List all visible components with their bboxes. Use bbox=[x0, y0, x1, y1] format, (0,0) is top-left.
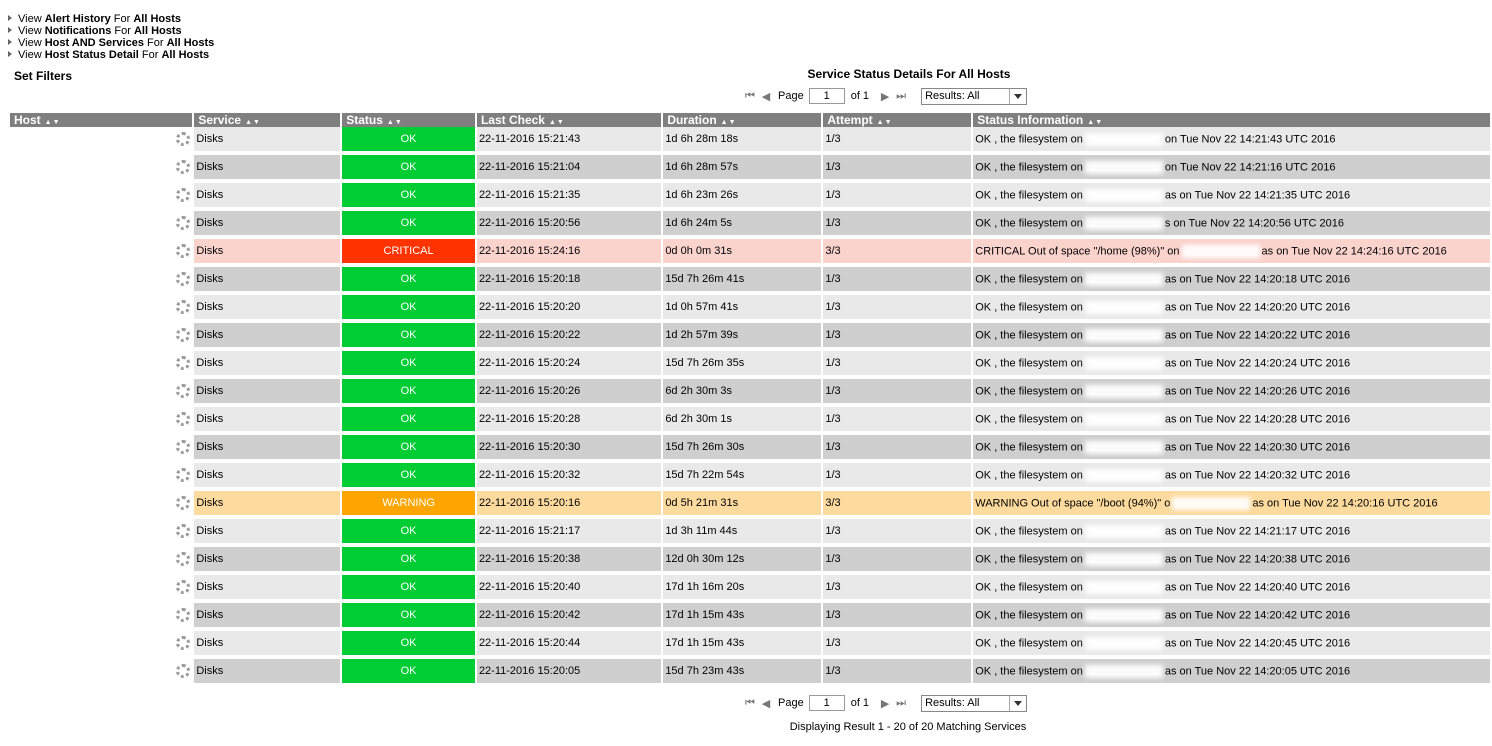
attempt-cell: 1/3 bbox=[823, 519, 971, 547]
redacted-host bbox=[10, 186, 170, 204]
last-check-cell: 22-11-2016 15:20:44 bbox=[477, 631, 661, 659]
table-row bbox=[10, 519, 1490, 547]
redacted-host bbox=[10, 494, 170, 512]
status-info-cell: OK , the filesystem on on Tue Nov 22 14:21:16 UTC 2016 bbox=[973, 155, 1490, 183]
service-cell[interactable]: Disks bbox=[194, 463, 340, 491]
host-cell[interactable] bbox=[10, 659, 192, 687]
chevron-down-icon bbox=[1009, 89, 1026, 104]
redacted-text bbox=[1172, 497, 1250, 510]
host-cell[interactable] bbox=[10, 407, 192, 435]
chevron-down-icon bbox=[1009, 696, 1026, 711]
gear-icon[interactable] bbox=[176, 384, 190, 398]
service-status-table bbox=[8, 113, 1492, 687]
table-row bbox=[10, 659, 1490, 687]
attempt-cell: 1/3 bbox=[823, 127, 971, 155]
link-alert-history[interactable]: View Alert History For All Hosts bbox=[8, 13, 214, 25]
host-cell[interactable] bbox=[10, 435, 192, 463]
host-cell[interactable] bbox=[10, 491, 192, 519]
gear-icon[interactable] bbox=[176, 132, 190, 146]
service-cell[interactable]: Disks bbox=[194, 183, 340, 211]
attempt-cell: 1/3 bbox=[823, 603, 971, 631]
redacted-text bbox=[1085, 525, 1163, 538]
host-cell[interactable] bbox=[10, 267, 192, 295]
status-info-cell: OK , the filesystem on as on Tue Nov 22 14:20:20 UTC 2016 bbox=[973, 295, 1490, 323]
attempt-cell: 1/3 bbox=[823, 155, 971, 183]
service-cell[interactable]: Disks bbox=[194, 351, 340, 379]
last-check-cell: 22-11-2016 15:20:26 bbox=[477, 379, 661, 407]
table-row bbox=[10, 491, 1490, 519]
status-badge: OK bbox=[342, 435, 475, 463]
last-check-cell: 22-11-2016 15:20:05 bbox=[477, 659, 661, 687]
host-cell[interactable] bbox=[10, 211, 192, 239]
table-row bbox=[10, 407, 1490, 435]
last-check-cell: 22-11-2016 15:20:42 bbox=[477, 603, 661, 631]
table-row bbox=[10, 323, 1490, 351]
duration-cell: 15d 7h 23m 43s bbox=[663, 659, 821, 687]
service-cell[interactable]: Disks bbox=[194, 211, 340, 239]
last-page-icon[interactable]: ⏭ bbox=[896, 89, 907, 102]
status-badge: CRITICAL bbox=[342, 239, 475, 267]
service-cell[interactable]: Disks bbox=[194, 239, 340, 267]
host-cell[interactable] bbox=[10, 575, 192, 603]
duration-cell: 1d 6h 23m 26s bbox=[663, 183, 821, 211]
sort-arrows-icon[interactable]: ▲▼ bbox=[548, 119, 565, 126]
redacted-text bbox=[1085, 441, 1163, 454]
service-cell[interactable]: Disks bbox=[194, 127, 340, 155]
table-row bbox=[10, 379, 1490, 407]
status-info-cell: OK , the filesystem on as on Tue Nov 22 14:21:35 UTC 2016 bbox=[973, 183, 1490, 211]
last-check-cell: 22-11-2016 15:20:28 bbox=[477, 407, 661, 435]
service-cell[interactable]: Disks bbox=[194, 631, 340, 659]
host-cell[interactable] bbox=[10, 127, 192, 155]
status-info-cell: OK , the filesystem on as on Tue Nov 22 14:20:18 UTC 2016 bbox=[973, 267, 1490, 295]
last-check-cell: 22-11-2016 15:20:22 bbox=[477, 323, 661, 351]
status-info-cell: OK , the filesystem on as on Tue Nov 22 14:20:38 UTC 2016 bbox=[973, 547, 1490, 575]
redacted-text bbox=[1085, 413, 1163, 426]
sort-arrows-icon[interactable]: ▲▼ bbox=[720, 119, 737, 126]
redacted-text bbox=[1085, 161, 1163, 174]
service-cell[interactable]: Disks bbox=[194, 379, 340, 407]
host-cell[interactable] bbox=[10, 183, 192, 211]
table-row bbox=[10, 127, 1490, 155]
prev-page-icon[interactable]: ◀ bbox=[761, 697, 771, 710]
gear-icon[interactable] bbox=[176, 468, 190, 482]
attempt-cell: 1/3 bbox=[823, 267, 971, 295]
host-cell[interactable] bbox=[10, 379, 192, 407]
status-badge: OK bbox=[342, 267, 475, 295]
duration-cell: 6d 2h 30m 3s bbox=[663, 379, 821, 407]
last-check-cell: 22-11-2016 15:24:16 bbox=[477, 239, 661, 267]
next-page-icon[interactable]: ▶ bbox=[880, 697, 890, 710]
redacted-text bbox=[1085, 301, 1163, 314]
status-info-cell: OK , the filesystem on as on Tue Nov 22 14:20:24 UTC 2016 bbox=[973, 351, 1490, 379]
gear-icon[interactable] bbox=[176, 580, 190, 594]
redacted-host bbox=[10, 522, 170, 540]
attempt-cell: 1/3 bbox=[823, 323, 971, 351]
redacted-host bbox=[10, 270, 170, 288]
redacted-host bbox=[10, 214, 170, 232]
duration-cell: 15d 7h 22m 54s bbox=[663, 463, 821, 491]
redacted-text bbox=[1085, 133, 1163, 146]
sort-arrows-icon[interactable]: ▲▼ bbox=[386, 119, 403, 126]
gear-icon[interactable] bbox=[176, 440, 190, 454]
table-row bbox=[10, 211, 1490, 239]
service-cell[interactable]: Disks bbox=[194, 155, 340, 183]
sort-arrows-icon[interactable]: ▲▼ bbox=[1087, 119, 1104, 126]
page-label: Page bbox=[778, 90, 804, 102]
gear-icon[interactable] bbox=[176, 636, 190, 650]
status-info-cell: OK , the filesystem on as on Tue Nov 22 14:20:26 UTC 2016 bbox=[973, 379, 1490, 407]
link-notifications[interactable]: View Notifications For All Hosts bbox=[8, 25, 214, 37]
redacted-text bbox=[1085, 637, 1163, 650]
attempt-cell: 1/3 bbox=[823, 211, 971, 239]
results-select[interactable]: Results: All bbox=[921, 695, 1027, 712]
prev-page-icon[interactable]: ◀ bbox=[761, 90, 771, 103]
status-badge: OK bbox=[342, 351, 475, 379]
sort-arrows-icon[interactable]: ▲▼ bbox=[876, 119, 893, 126]
status-badge: OK bbox=[342, 295, 475, 323]
status-badge: OK bbox=[342, 155, 475, 183]
page-label: Page bbox=[778, 697, 804, 709]
attempt-cell: 1/3 bbox=[823, 463, 971, 491]
redacted-host bbox=[10, 550, 170, 568]
attempt-cell: 1/3 bbox=[823, 183, 971, 211]
redacted-host bbox=[10, 298, 170, 316]
redacted-text bbox=[1085, 581, 1163, 594]
column-header-service[interactable]: Service ▲▼ bbox=[194, 113, 340, 127]
triangle-icon bbox=[8, 27, 12, 33]
last-check-cell: 22-11-2016 15:20:18 bbox=[477, 267, 661, 295]
last-check-cell: 22-11-2016 15:20:20 bbox=[477, 295, 661, 323]
redacted-host bbox=[10, 410, 170, 428]
table-row bbox=[10, 631, 1490, 659]
gear-icon[interactable] bbox=[176, 608, 190, 622]
service-cell[interactable]: Disks bbox=[194, 575, 340, 603]
duration-cell: 12d 0h 30m 12s bbox=[663, 547, 821, 575]
status-badge: OK bbox=[342, 659, 475, 687]
gear-icon[interactable] bbox=[176, 244, 190, 258]
status-info-cell: OK , the filesystem on s on Tue Nov 22 14:20:56 UTC 2016 bbox=[973, 211, 1490, 239]
status-badge: OK bbox=[342, 463, 475, 491]
redacted-text bbox=[1085, 665, 1163, 678]
last-check-cell: 22-11-2016 15:20:56 bbox=[477, 211, 661, 239]
redacted-host bbox=[10, 354, 170, 372]
redacted-host bbox=[10, 606, 170, 624]
page-of-label: of 1 bbox=[850, 90, 870, 102]
service-cell[interactable]: Disks bbox=[194, 603, 340, 631]
table-row bbox=[10, 603, 1490, 631]
column-header-last-check[interactable]: Last Check ▲▼ bbox=[477, 113, 661, 127]
last-page-icon[interactable]: ⏭ bbox=[896, 696, 907, 709]
link-host-and-services[interactable]: View Host AND Services For All Hosts bbox=[8, 37, 214, 49]
gear-icon[interactable] bbox=[176, 496, 190, 510]
status-info-cell: OK , the filesystem on as on Tue Nov 22 14:20:45 UTC 2016 bbox=[973, 631, 1490, 659]
gear-icon[interactable] bbox=[176, 300, 190, 314]
redacted-text bbox=[1085, 357, 1163, 370]
page-of-label: of 1 bbox=[850, 697, 870, 709]
duration-cell: 15d 7h 26m 35s bbox=[663, 351, 821, 379]
last-check-cell: 22-11-2016 15:20:16 bbox=[477, 491, 661, 519]
table-row bbox=[10, 547, 1490, 575]
redacted-host bbox=[10, 158, 170, 176]
next-page-icon[interactable]: ▶ bbox=[880, 90, 890, 103]
page-input[interactable] bbox=[809, 695, 845, 711]
column-header-host[interactable]: Host ▲▼ bbox=[10, 113, 192, 127]
pager-bottom bbox=[744, 693, 1027, 713]
redacted-text bbox=[1085, 329, 1163, 342]
host-cell[interactable] bbox=[10, 323, 192, 351]
attempt-cell: 3/3 bbox=[823, 239, 971, 267]
column-header-duration[interactable]: Duration ▲▼ bbox=[663, 113, 821, 127]
gear-icon[interactable] bbox=[176, 664, 190, 678]
duration-cell: 6d 2h 30m 1s bbox=[663, 407, 821, 435]
redacted-text bbox=[1085, 609, 1163, 622]
redacted-host bbox=[10, 242, 170, 260]
gear-icon[interactable] bbox=[176, 524, 190, 538]
table-row bbox=[10, 435, 1490, 463]
service-cell[interactable]: Disks bbox=[194, 267, 340, 295]
service-cell[interactable]: Disks bbox=[194, 547, 340, 575]
status-badge: OK bbox=[342, 547, 475, 575]
attempt-cell: 1/3 bbox=[823, 575, 971, 603]
redacted-text bbox=[1085, 217, 1163, 230]
service-cell[interactable]: Disks bbox=[194, 519, 340, 547]
duration-cell: 15d 7h 26m 30s bbox=[663, 435, 821, 463]
last-check-cell: 22-11-2016 15:20:40 bbox=[477, 575, 661, 603]
service-cell[interactable]: Disks bbox=[194, 491, 340, 519]
table-row bbox=[10, 155, 1490, 183]
gear-icon[interactable] bbox=[176, 160, 190, 174]
status-badge: OK bbox=[342, 407, 475, 435]
last-check-cell: 22-11-2016 15:20:30 bbox=[477, 435, 661, 463]
pager-top bbox=[744, 86, 1027, 106]
gear-icon[interactable] bbox=[176, 272, 190, 286]
duration-cell: 15d 7h 26m 41s bbox=[663, 267, 821, 295]
link-host-status-detail[interactable]: View Host Status Detail For All Hosts bbox=[8, 49, 214, 61]
status-info-cell: OK , the filesystem on as on Tue Nov 22 14:20:22 UTC 2016 bbox=[973, 323, 1490, 351]
table-row bbox=[10, 463, 1490, 491]
status-info-cell: OK , the filesystem on as on Tue Nov 22 14:20:28 UTC 2016 bbox=[973, 407, 1490, 435]
status-info-cell: OK , the filesystem on as on Tue Nov 22 14:21:17 UTC 2016 bbox=[973, 519, 1490, 547]
status-badge: OK bbox=[342, 379, 475, 407]
page-input[interactable] bbox=[809, 88, 845, 104]
host-cell[interactable] bbox=[10, 239, 192, 267]
status-info-cell: OK , the filesystem on on Tue Nov 22 14:21:43 UTC 2016 bbox=[973, 127, 1490, 155]
host-cell[interactable] bbox=[10, 547, 192, 575]
attempt-cell: 1/3 bbox=[823, 547, 971, 575]
column-header-status-information[interactable]: Status Information ▲▼ bbox=[973, 113, 1490, 127]
host-cell[interactable] bbox=[10, 351, 192, 379]
quick-links bbox=[8, 13, 214, 61]
service-cell[interactable]: Disks bbox=[194, 295, 340, 323]
table-row bbox=[10, 267, 1490, 295]
status-badge: OK bbox=[342, 519, 475, 547]
duration-cell: 1d 0h 57m 41s bbox=[663, 295, 821, 323]
sort-arrows-icon[interactable]: ▲▼ bbox=[44, 119, 61, 126]
attempt-cell: 1/3 bbox=[823, 435, 971, 463]
duration-cell: 17d 1h 15m 43s bbox=[663, 603, 821, 631]
redacted-text bbox=[1085, 469, 1163, 482]
status-badge: OK bbox=[342, 211, 475, 239]
results-summary: Displaying Result 1 - 20 of 20 Matching Services bbox=[789, 721, 1027, 733]
redacted-text bbox=[1085, 273, 1163, 286]
redacted-text bbox=[1182, 245, 1260, 258]
redacted-host bbox=[10, 466, 170, 484]
host-cell[interactable] bbox=[10, 603, 192, 631]
status-badge: OK bbox=[342, 575, 475, 603]
status-badge: OK bbox=[342, 603, 475, 631]
service-cell[interactable]: Disks bbox=[194, 435, 340, 463]
triangle-icon bbox=[8, 15, 12, 21]
first-page-icon[interactable]: ⏮ bbox=[745, 696, 755, 709]
redacted-host bbox=[10, 326, 170, 344]
redacted-host bbox=[10, 634, 170, 652]
duration-cell: 1d 3h 11m 44s bbox=[663, 519, 821, 547]
gear-icon[interactable] bbox=[176, 552, 190, 566]
last-check-cell: 22-11-2016 15:20:32 bbox=[477, 463, 661, 491]
host-cell[interactable] bbox=[10, 155, 192, 183]
table-row bbox=[10, 183, 1490, 211]
attempt-cell: 1/3 bbox=[823, 407, 971, 435]
status-info-cell: OK , the filesystem on as on Tue Nov 22 14:20:40 UTC 2016 bbox=[973, 575, 1490, 603]
attempt-cell: 1/3 bbox=[823, 295, 971, 323]
duration-cell: 1d 6h 24m 5s bbox=[663, 211, 821, 239]
redacted-host bbox=[10, 578, 170, 596]
duration-cell: 17d 1h 15m 43s bbox=[663, 631, 821, 659]
host-cell[interactable] bbox=[10, 463, 192, 491]
duration-cell: 1d 6h 28m 18s bbox=[663, 127, 821, 155]
redacted-host bbox=[10, 130, 170, 148]
host-cell[interactable] bbox=[10, 519, 192, 547]
column-header-status[interactable]: Status ▲▼ bbox=[342, 113, 475, 127]
attempt-cell: 3/3 bbox=[823, 491, 971, 519]
first-page-icon[interactable]: ⏮ bbox=[745, 89, 755, 102]
triangle-icon bbox=[8, 51, 12, 57]
status-badge: OK bbox=[342, 183, 475, 211]
duration-cell: 1d 6h 28m 57s bbox=[663, 155, 821, 183]
table-row bbox=[10, 239, 1490, 267]
last-check-cell: 22-11-2016 15:20:38 bbox=[477, 547, 661, 575]
table-row bbox=[10, 351, 1490, 379]
gear-icon[interactable] bbox=[176, 356, 190, 370]
status-info-cell: OK , the filesystem on as on Tue Nov 22 14:20:42 UTC 2016 bbox=[973, 603, 1490, 631]
last-check-cell: 22-11-2016 15:21:17 bbox=[477, 519, 661, 547]
gear-icon[interactable] bbox=[176, 188, 190, 202]
service-cell[interactable]: Disks bbox=[194, 323, 340, 351]
redacted-host bbox=[10, 662, 170, 680]
redacted-host bbox=[10, 438, 170, 456]
duration-cell: 1d 2h 57m 39s bbox=[663, 323, 821, 351]
last-check-cell: 22-11-2016 15:21:35 bbox=[477, 183, 661, 211]
attempt-cell: 1/3 bbox=[823, 631, 971, 659]
status-info-cell: OK , the filesystem on as on Tue Nov 22 14:20:05 UTC 2016 bbox=[973, 659, 1490, 687]
redacted-text bbox=[1085, 385, 1163, 398]
attempt-cell: 1/3 bbox=[823, 659, 971, 687]
table-row bbox=[10, 295, 1490, 323]
status-badge: OK bbox=[342, 631, 475, 659]
column-header-attempt[interactable]: Attempt ▲▼ bbox=[823, 113, 971, 127]
status-info-cell: OK , the filesystem on as on Tue Nov 22 14:20:32 UTC 2016 bbox=[973, 463, 1490, 491]
status-info-cell: OK , the filesystem on as on Tue Nov 22 14:20:30 UTC 2016 bbox=[973, 435, 1490, 463]
duration-cell: 0d 0h 0m 31s bbox=[663, 239, 821, 267]
gear-icon[interactable] bbox=[176, 328, 190, 342]
table-row bbox=[10, 575, 1490, 603]
status-info-cell: WARNING Out of space "/boot (94%)" o as on Tue Nov 22 14:20:16 UTC 2016 bbox=[973, 491, 1490, 519]
host-cell[interactable] bbox=[10, 631, 192, 659]
duration-cell: 17d 1h 16m 20s bbox=[663, 575, 821, 603]
status-badge: OK bbox=[342, 127, 475, 155]
status-badge: OK bbox=[342, 323, 475, 351]
sort-arrows-icon[interactable]: ▲▼ bbox=[245, 119, 261, 126]
gear-icon[interactable] bbox=[176, 216, 190, 230]
attempt-cell: 1/3 bbox=[823, 351, 971, 379]
status-badge: WARNING bbox=[342, 491, 475, 519]
redacted-text bbox=[1085, 189, 1163, 202]
last-check-cell: 22-11-2016 15:21:43 bbox=[477, 127, 661, 155]
redacted-text bbox=[1085, 553, 1163, 566]
duration-cell: 0d 5h 21m 31s bbox=[663, 491, 821, 519]
last-check-cell: 22-11-2016 15:21:04 bbox=[477, 155, 661, 183]
page-title: Service Status Details For All Hosts bbox=[807, 67, 1011, 81]
service-cell[interactable]: Disks bbox=[194, 659, 340, 687]
redacted-host bbox=[10, 382, 170, 400]
attempt-cell: 1/3 bbox=[823, 379, 971, 407]
last-check-cell: 22-11-2016 15:20:24 bbox=[477, 351, 661, 379]
set-filters-label[interactable]: Set Filters bbox=[14, 69, 73, 83]
results-select[interactable]: Results: All bbox=[921, 88, 1027, 105]
triangle-icon bbox=[8, 39, 12, 45]
service-cell[interactable]: Disks bbox=[194, 407, 340, 435]
host-cell[interactable] bbox=[10, 295, 192, 323]
gear-icon[interactable] bbox=[176, 412, 190, 426]
status-info-cell: CRITICAL Out of space "/home (98%)" on as on Tue Nov 22 14:24:16 UTC 2016 bbox=[973, 239, 1490, 267]
